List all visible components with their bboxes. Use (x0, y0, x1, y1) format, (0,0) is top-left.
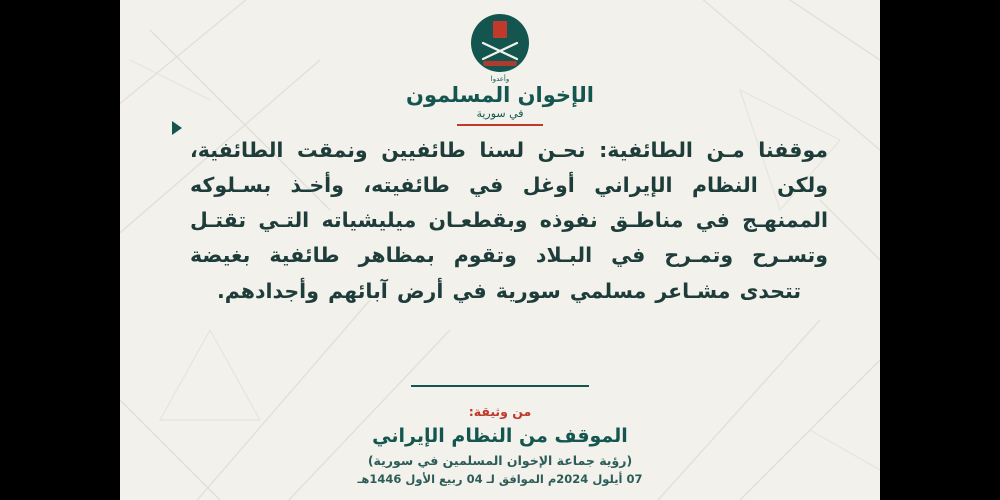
quote-block (172, 112, 828, 329)
section-divider (411, 385, 589, 387)
organization-logo (120, 14, 880, 126)
quran-icon (493, 21, 507, 38)
crossed-swords-icon (479, 40, 521, 62)
source-label: من وثيقة: (468, 404, 532, 419)
poster-card (120, 0, 880, 500)
logo-subtitle: في سورية (476, 107, 524, 121)
logo-basmala: وأعدوا (490, 75, 510, 83)
triangle-bullet-icon (172, 121, 182, 135)
ribbon-icon (483, 61, 517, 66)
logo-title: الإخوان المسلمون (406, 83, 594, 107)
footer-block (120, 404, 880, 486)
quote-paragraph: موقفنا مـن الطائفية: نحـن لسنا طائفيين ونمقت الطائفية، ولكن النظام الإيراني أوغل في طائفيته، وأخـذ بسـلوكه الممنهـج في مناطـق نفوذه وبقطعـان ميليشياته التـي تقتـل وتسـرح وتمـرح في البـلاد وتقوم بمظاهر طائفية بغيضة تتحدى مشـاعر مسلمي سورية في أرض آبائهم وأجدادهم. (190, 137, 828, 303)
document-subtitle: (رؤية جماعة الإخوان المسلمين في سورية) (367, 453, 633, 468)
document-title: الموقف من النظام الإيراني (372, 425, 628, 447)
quran-and-crossed-swords-icon (471, 14, 529, 72)
document-date: 07 أيلول 2024م الموافق لـ 04 ربيع الأول 1446هـ (357, 472, 643, 486)
